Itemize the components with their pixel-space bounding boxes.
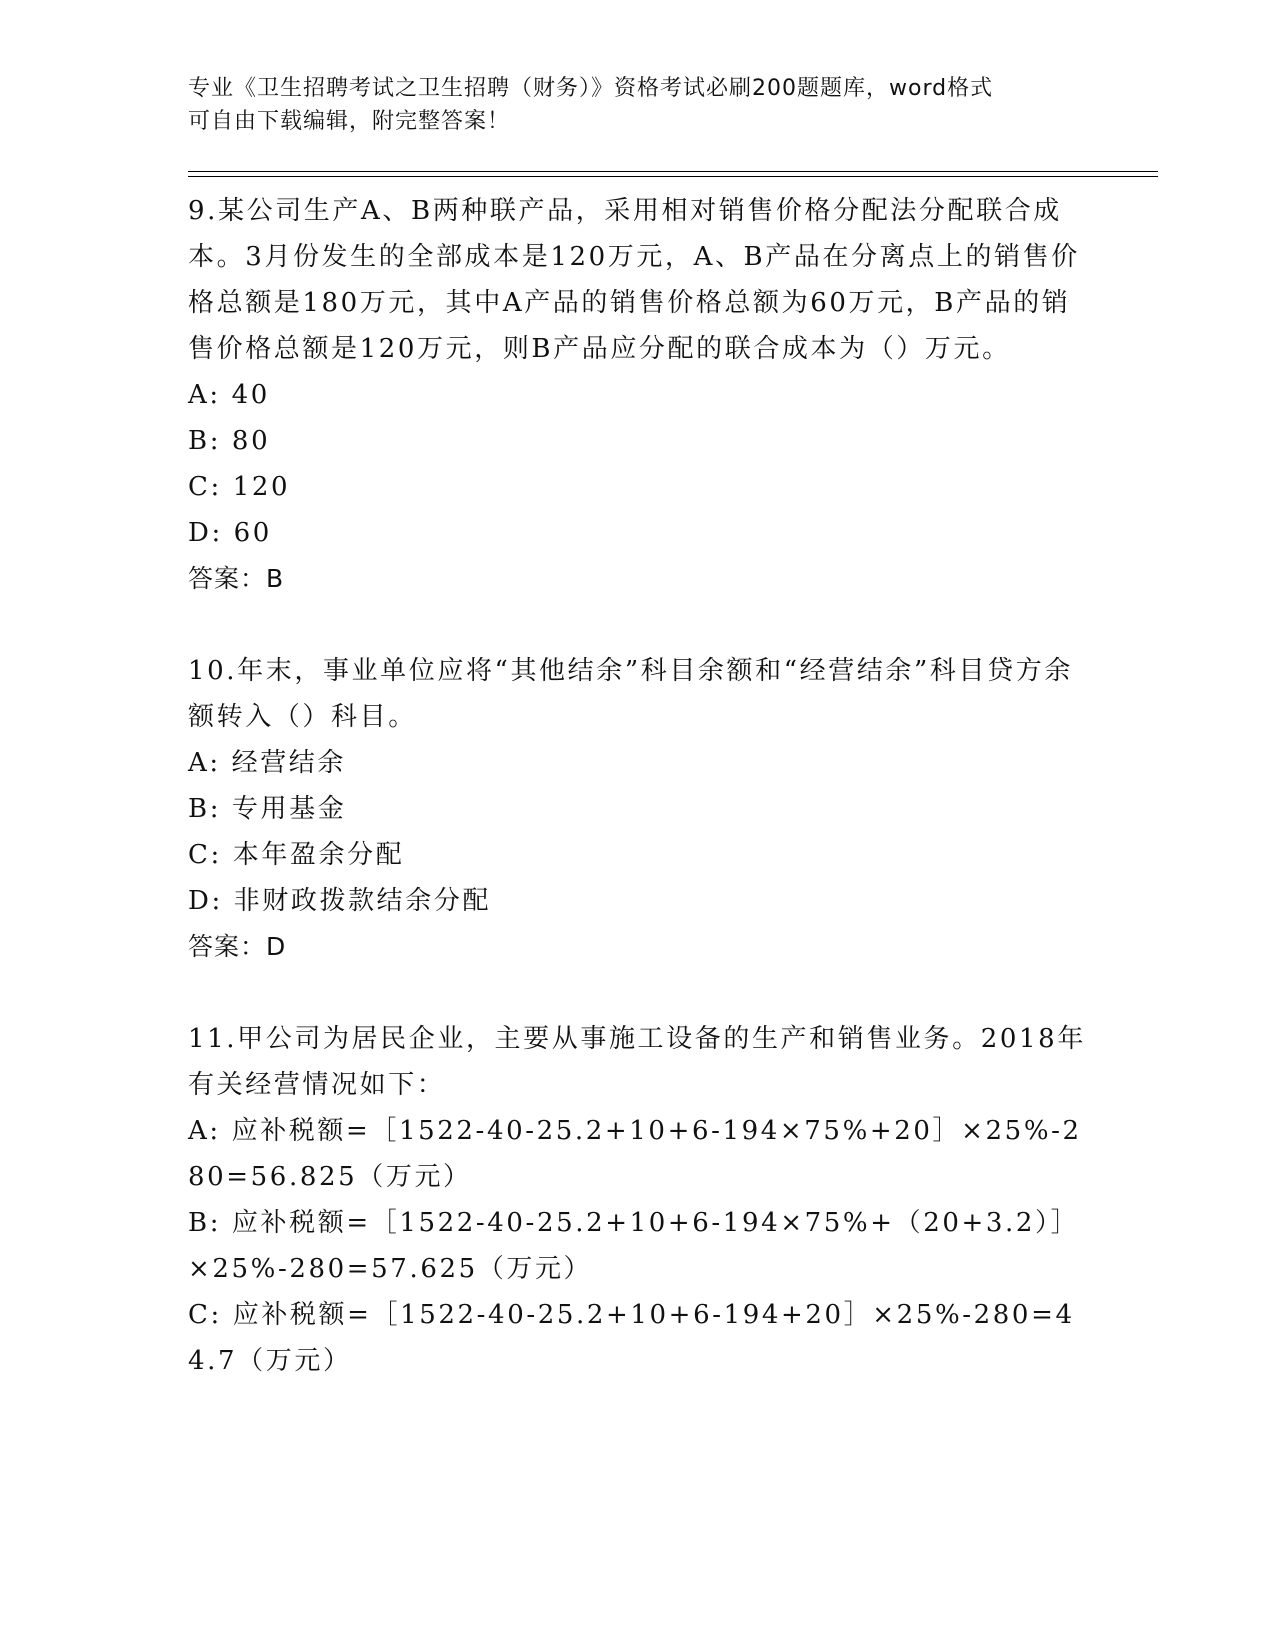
option-d: D: 非财政拨款结余分配: [188, 886, 492, 916]
option-a: A: 40: [188, 380, 270, 410]
question-spacer: [188, 602, 1088, 648]
header-rule-bottom: [188, 176, 1158, 177]
question-spacer: [188, 970, 1088, 1016]
answer-line: 答案：B: [188, 564, 285, 593]
document-header: [188, 72, 1068, 138]
option-c: C: 本年盈余分配: [188, 840, 405, 870]
option-a: A: 经营结余: [188, 748, 347, 778]
answer-line: 答案：D: [188, 932, 287, 961]
option-c: C: 应补税额=［1522-40-25.2+10+6-194+20］×25%-280=44.7（万元）: [188, 1300, 1075, 1376]
option-c: C: 120: [188, 472, 291, 502]
question-stem: 9.某公司生产A、B两种联产品，采用相对销售价格分配法分配联合成本。3月份发生的全部成本是120万元，A、B产品在分离点上的销售价格总额是180万元，其中A产品的销售价格总额为60万元，B产品的销售价格总额是120万元，则B产品应分配的联合成本为（）万元。: [188, 196, 1080, 364]
question-9: [188, 188, 1088, 602]
option-a: A: 应补税额=［1522-40-25.2+10+6-194×75%+20］×25%-280=56.825（万元）: [188, 1116, 1082, 1192]
header-line-2: 可自由下载编辑，附完整答案！: [188, 109, 511, 134]
option-d: D: 60: [188, 518, 272, 548]
question-stem: 10.年末，事业单位应将“其他结余”科目余额和“经营结余”科目贷方余额转入（）科目。: [188, 656, 1073, 732]
option-b: B: 80: [188, 426, 271, 456]
header-rule-top: [188, 171, 1158, 172]
question-11: [188, 1016, 1088, 1384]
question-10: [188, 648, 1088, 970]
option-b: B: 专用基金: [188, 794, 347, 824]
question-stem: 11.甲公司为居民企业，主要从事施工设备的生产和销售业务。2018年有关经营情况如下：: [188, 1024, 1086, 1100]
question-list: [188, 188, 1088, 1384]
header-line-1: 专业《卫生招聘考试之卫生招聘（财务）》资格考试必刷200题题库，word格式: [188, 76, 994, 101]
option-b: B: 应补税额=［1522-40-25.2+10+6-194×75%+（20+3.2）］×25%-280=57.625（万元）: [188, 1208, 1080, 1284]
